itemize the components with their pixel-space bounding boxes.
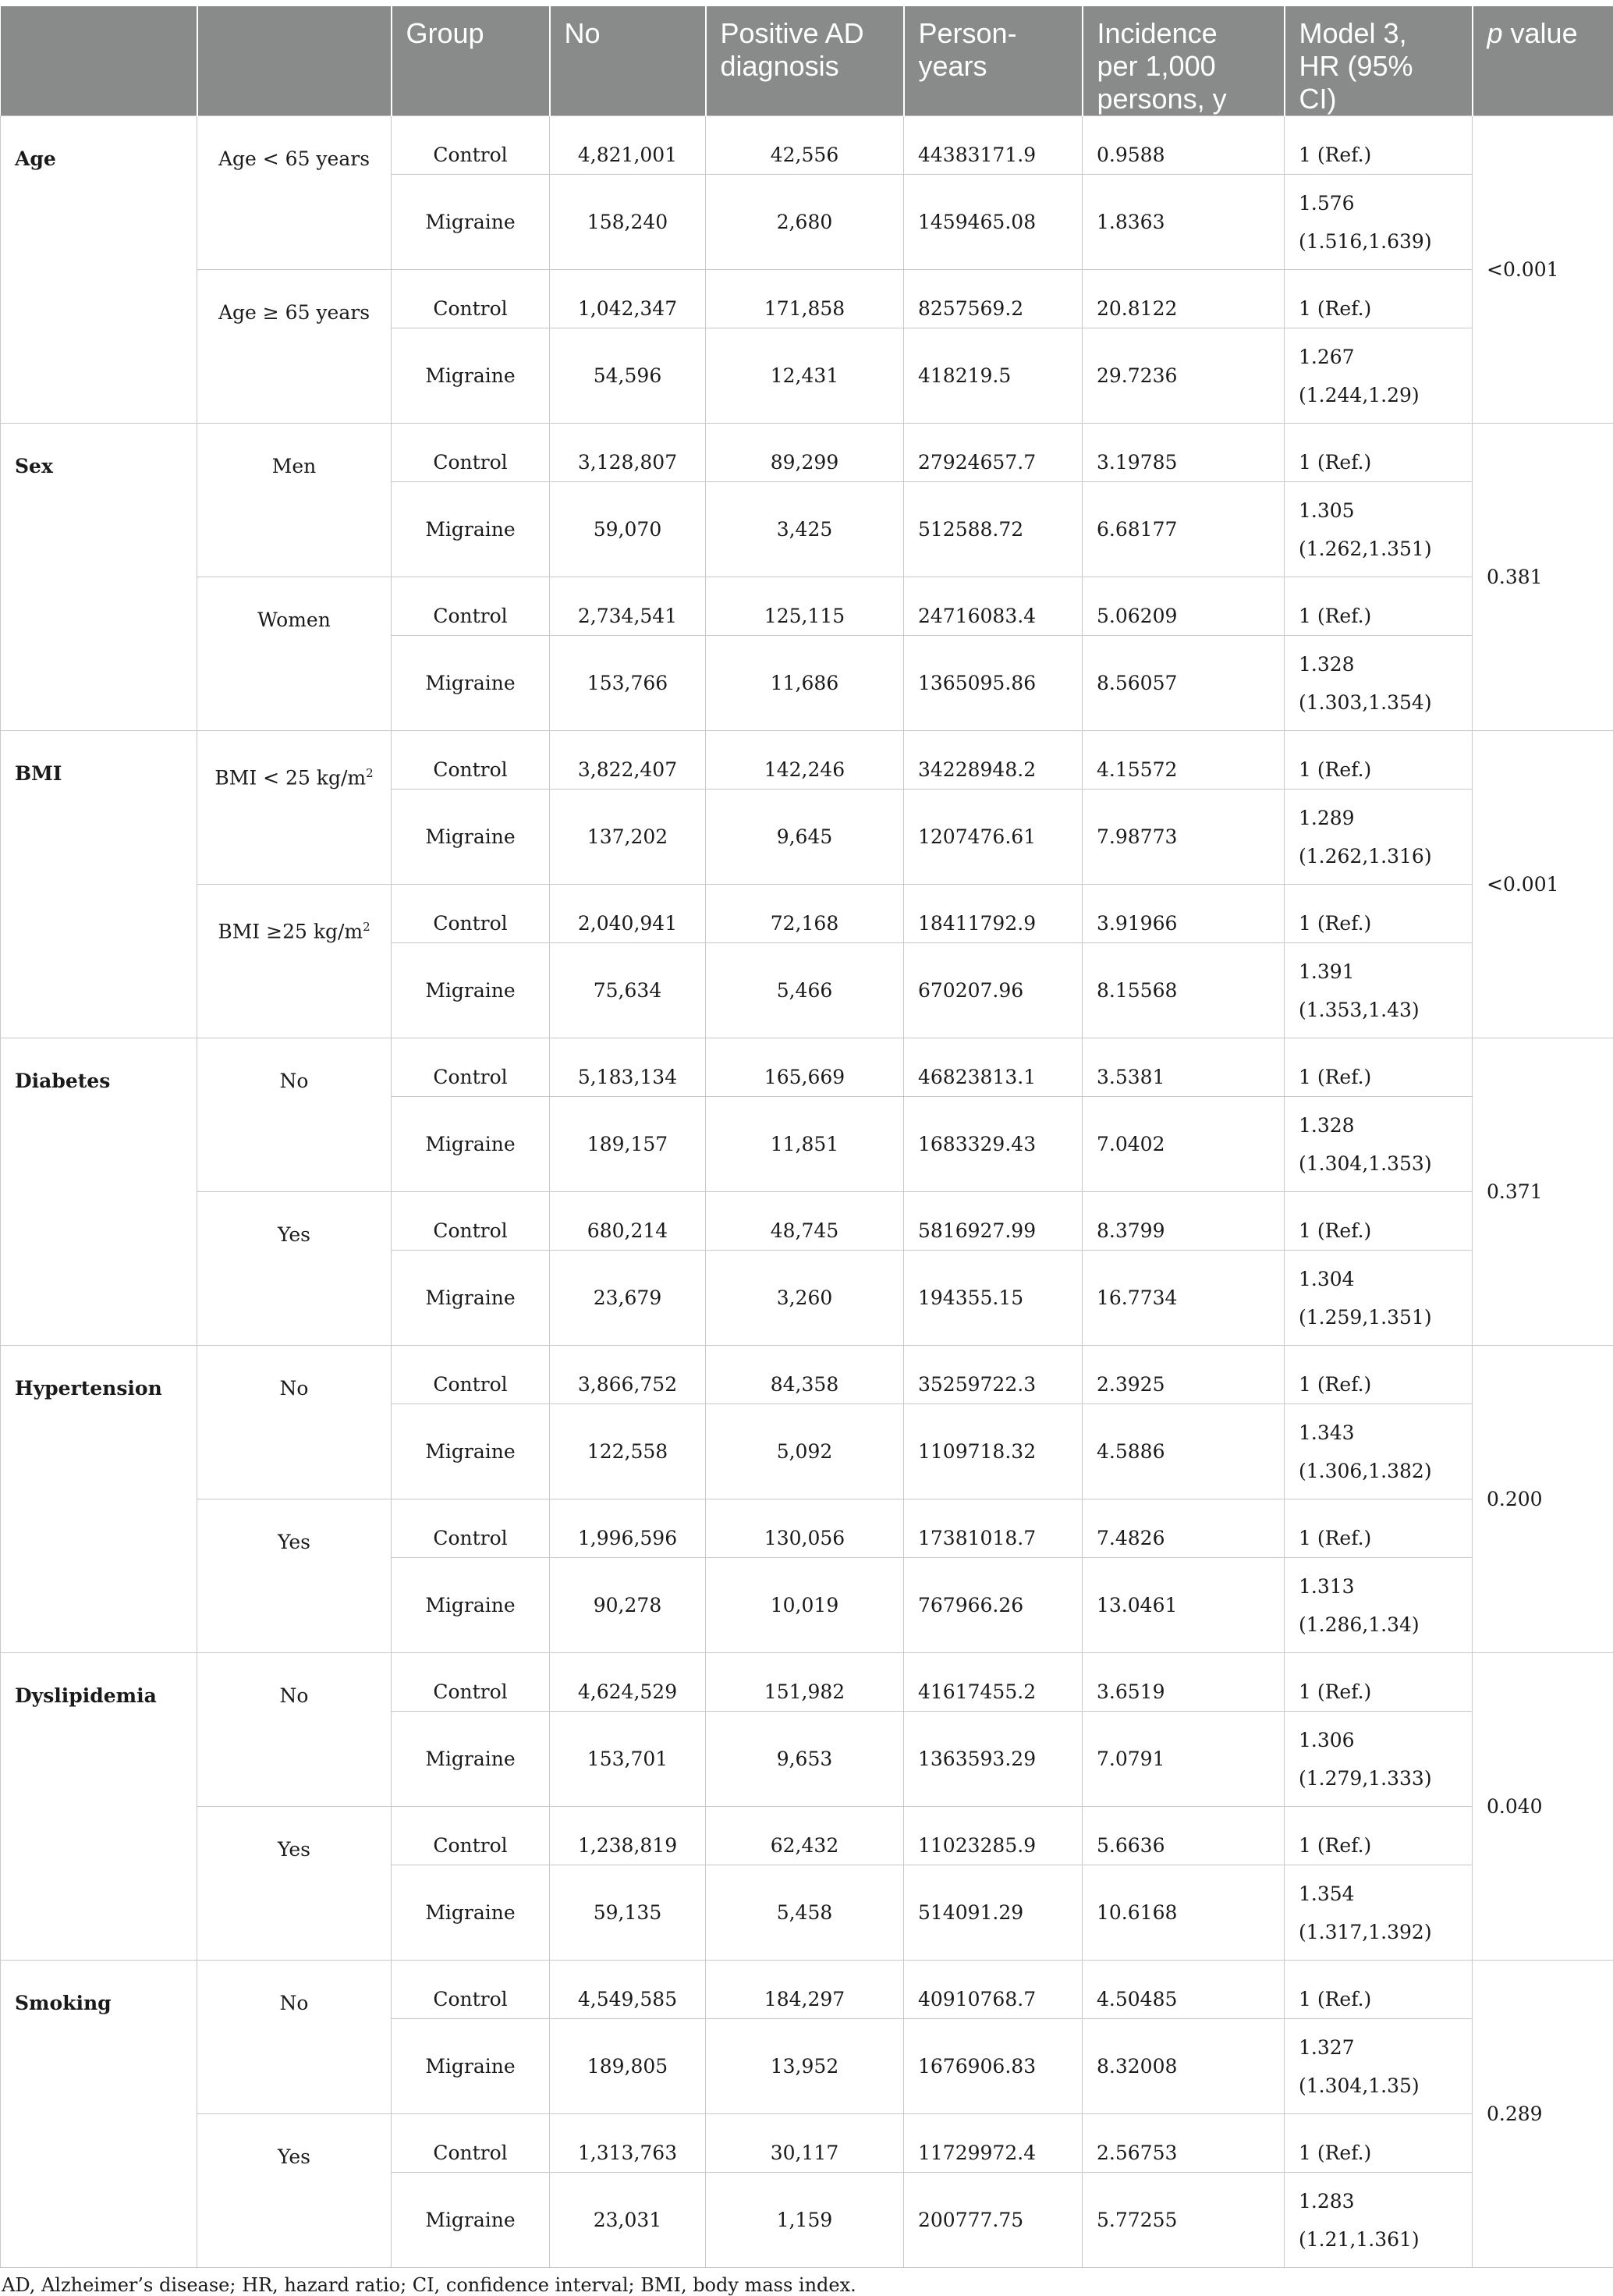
positive-ad-cell: 72,168 xyxy=(706,885,904,943)
person-years-cell: 1207476.61 xyxy=(904,790,1083,885)
confidence-interval-value: (1.244,1.29) xyxy=(1299,376,1458,414)
count-cell: 23,679 xyxy=(550,1251,706,1346)
count-cell: 54,596 xyxy=(550,328,706,424)
hazard-ratio-value: 1.306 xyxy=(1299,1721,1458,1759)
subgroup-label-superscript: 2 xyxy=(366,766,374,780)
table-header xyxy=(1,6,1613,116)
confidence-interval-value: (1.303,1.354) xyxy=(1299,683,1458,722)
table-row xyxy=(1,1192,1613,1251)
hazard-ratio-cell xyxy=(1285,1192,1473,1251)
table-row xyxy=(1,116,1613,175)
positive-ad-cell: 142,246 xyxy=(706,731,904,790)
positive-ad-cell: 84,358 xyxy=(706,1346,904,1404)
hazard-ratio-cell xyxy=(1285,1712,1473,1807)
incidence-cell: 16.7734 xyxy=(1083,1251,1285,1346)
group-cell: Control xyxy=(392,1192,550,1251)
group-cell: Control xyxy=(392,1807,550,1865)
group-cell: Migraine xyxy=(392,1558,550,1653)
incidence-cell: 7.4826 xyxy=(1083,1499,1285,1558)
header-no xyxy=(550,6,706,116)
subgroup-label xyxy=(197,2114,392,2268)
hazard-ratio-cell xyxy=(1285,1251,1473,1346)
positive-ad-cell: 42,556 xyxy=(706,116,904,175)
hazard-ratio-cell xyxy=(1285,2019,1473,2114)
hazard-ratio-value: 1.283 xyxy=(1299,2182,1458,2220)
confidence-interval-value: (1.286,1.34) xyxy=(1299,1606,1458,1644)
document xyxy=(0,6,1613,2296)
subgroup-label xyxy=(197,270,392,424)
group-cell: Migraine xyxy=(392,175,550,270)
header-incidence-line3: persons, y xyxy=(1097,83,1227,115)
group-cell: Control xyxy=(392,270,550,328)
variable-name: Sex xyxy=(1,424,197,731)
person-years-cell: 11023285.9 xyxy=(904,1807,1083,1865)
header-person-line1: Person- xyxy=(919,17,1017,49)
group-cell: Migraine xyxy=(392,1097,550,1192)
subgroup-label xyxy=(197,577,392,731)
hazard-ratio-value: 1.267 xyxy=(1299,338,1458,376)
hazard-ratio-cell xyxy=(1285,943,1473,1038)
confidence-interval-value: (1.262,1.316) xyxy=(1299,837,1458,875)
table-row xyxy=(1,2114,1613,2173)
count-cell: 122,558 xyxy=(550,1404,706,1499)
hazard-ratio-cell xyxy=(1285,270,1473,328)
subgroup-label xyxy=(197,885,392,1038)
hazard-ratio-value: 1 (Ref.) xyxy=(1299,597,1458,635)
positive-ad-cell: 9,645 xyxy=(706,790,904,885)
table-row xyxy=(1,1961,1613,2019)
positive-ad-cell: 10,019 xyxy=(706,1558,904,1653)
subgroup-label-text: BMI ≥25 kg/m xyxy=(218,920,363,942)
table-row xyxy=(1,731,1613,790)
hazard-ratio-cell xyxy=(1285,424,1473,482)
header-model-hr xyxy=(1285,6,1473,116)
hazard-ratio-cell xyxy=(1285,1807,1473,1865)
confidence-interval-value: (1.259,1.351) xyxy=(1299,1298,1458,1336)
positive-ad-cell: 151,982 xyxy=(706,1653,904,1712)
incidence-cell: 4.50485 xyxy=(1083,1961,1285,2019)
hazard-ratio-cell xyxy=(1285,790,1473,885)
subgroup-label-text: Yes xyxy=(278,1531,310,1553)
header-p-rest: value xyxy=(1503,17,1578,49)
group-cell: Migraine xyxy=(392,482,550,577)
hazard-ratio-cell xyxy=(1285,1346,1473,1404)
header-positive-ad xyxy=(706,6,904,116)
subgroup-label-text: No xyxy=(280,1992,309,2014)
hazard-ratio-value: 1.576 xyxy=(1299,184,1458,222)
group-cell: Control xyxy=(392,1499,550,1558)
hazard-ratio-value: 1.305 xyxy=(1299,491,1458,530)
count-cell: 2,734,541 xyxy=(550,577,706,636)
incidence-cell: 2.3925 xyxy=(1083,1346,1285,1404)
group-cell: Migraine xyxy=(392,1712,550,1807)
hazard-ratio-cell xyxy=(1285,1653,1473,1712)
group-cell: Control xyxy=(392,1653,550,1712)
hazard-ratio-cell xyxy=(1285,175,1473,270)
person-years-cell: 46823813.1 xyxy=(904,1038,1083,1097)
table-row xyxy=(1,1653,1613,1712)
incidence-cell: 6.68177 xyxy=(1083,482,1285,577)
incidence-cell: 4.5886 xyxy=(1083,1404,1285,1499)
hazard-ratio-value: 1.313 xyxy=(1299,1567,1458,1606)
group-cell: Migraine xyxy=(392,943,550,1038)
person-years-cell: 200777.75 xyxy=(904,2173,1083,2268)
header-incidence-line2: per 1,000 xyxy=(1097,50,1216,82)
incidence-cell: 4.15572 xyxy=(1083,731,1285,790)
table-row xyxy=(1,1038,1613,1097)
subgroup-label-text: Age < 65 years xyxy=(218,147,370,170)
group-cell: Migraine xyxy=(392,1251,550,1346)
hazard-ratio-value: 1.328 xyxy=(1299,1106,1458,1144)
hazard-ratio-value: 1 (Ref.) xyxy=(1299,904,1458,942)
subgroup-label xyxy=(197,1038,392,1192)
incidence-cell: 8.32008 xyxy=(1083,2019,1285,2114)
hazard-ratio-value: 1.391 xyxy=(1299,953,1458,991)
count-cell: 4,821,001 xyxy=(550,116,706,175)
count-cell: 2,040,941 xyxy=(550,885,706,943)
positive-ad-cell: 11,686 xyxy=(706,636,904,731)
positive-ad-cell: 5,458 xyxy=(706,1865,904,1961)
incidence-cell: 8.3799 xyxy=(1083,1192,1285,1251)
table-row xyxy=(1,1499,1613,1558)
confidence-interval-value: (1.353,1.43) xyxy=(1299,991,1458,1029)
count-cell: 90,278 xyxy=(550,1558,706,1653)
confidence-interval-value: (1.317,1.392) xyxy=(1299,1913,1458,1951)
hazard-ratio-value: 1 (Ref.) xyxy=(1299,1058,1458,1096)
subgroup-analysis-table xyxy=(0,6,1613,2268)
incidence-cell: 5.6636 xyxy=(1083,1807,1285,1865)
header-positive-line2: diagnosis xyxy=(721,50,839,82)
header-incidence xyxy=(1083,6,1285,116)
positive-ad-cell: 3,425 xyxy=(706,482,904,577)
person-years-cell: 1365095.86 xyxy=(904,636,1083,731)
table-body xyxy=(1,116,1613,2268)
subgroup-label-text: BMI < 25 kg/m xyxy=(214,766,366,789)
person-years-cell: 27924657.7 xyxy=(904,424,1083,482)
group-cell: Control xyxy=(392,1346,550,1404)
person-years-cell: 8257569.2 xyxy=(904,270,1083,328)
confidence-interval-value: (1.516,1.639) xyxy=(1299,222,1458,261)
subgroup-label-text: Men xyxy=(272,455,317,477)
hazard-ratio-value: 1.328 xyxy=(1299,645,1458,683)
p-value-cell: 0.289 xyxy=(1473,1961,1613,2268)
person-years-cell: 18411792.9 xyxy=(904,885,1083,943)
positive-ad-cell: 5,092 xyxy=(706,1404,904,1499)
table-row xyxy=(1,270,1613,328)
group-cell: Migraine xyxy=(392,2173,550,2268)
hazard-ratio-cell xyxy=(1285,577,1473,636)
count-cell: 680,214 xyxy=(550,1192,706,1251)
hazard-ratio-value: 1 (Ref.) xyxy=(1299,1519,1458,1557)
hazard-ratio-cell xyxy=(1285,2173,1473,2268)
count-cell: 153,701 xyxy=(550,1712,706,1807)
variable-name: Diabetes xyxy=(1,1038,197,1346)
positive-ad-cell: 11,851 xyxy=(706,1097,904,1192)
incidence-cell: 8.15568 xyxy=(1083,943,1285,1038)
incidence-cell: 7.0402 xyxy=(1083,1097,1285,1192)
group-cell: Control xyxy=(392,116,550,175)
subgroup-label xyxy=(197,1653,392,1807)
confidence-interval-value: (1.304,1.353) xyxy=(1299,1144,1458,1183)
person-years-cell: 40910768.7 xyxy=(904,1961,1083,2019)
group-cell: Control xyxy=(392,1038,550,1097)
positive-ad-cell: 30,117 xyxy=(706,2114,904,2173)
p-value-cell: <0.001 xyxy=(1473,731,1613,1038)
confidence-interval-value: (1.306,1.382) xyxy=(1299,1452,1458,1490)
header-model-line3: CI) xyxy=(1299,83,1337,115)
person-years-cell: 41617455.2 xyxy=(904,1653,1083,1712)
positive-ad-cell: 171,858 xyxy=(706,270,904,328)
confidence-interval-value: (1.21,1.361) xyxy=(1299,2220,1458,2259)
subgroup-label-superscript: 2 xyxy=(363,920,370,934)
header-positive-line1: Positive AD xyxy=(721,17,864,49)
hazard-ratio-value: 1.289 xyxy=(1299,799,1458,837)
subgroup-label xyxy=(197,424,392,577)
hazard-ratio-cell xyxy=(1285,1865,1473,1961)
hazard-ratio-cell xyxy=(1285,1038,1473,1097)
variable-name: Smoking xyxy=(1,1961,197,2268)
header-person-line2: years xyxy=(919,50,987,82)
hazard-ratio-cell xyxy=(1285,1558,1473,1653)
group-cell: Migraine xyxy=(392,1865,550,1961)
count-cell: 59,070 xyxy=(550,482,706,577)
subgroup-label-text: Yes xyxy=(278,2145,310,2168)
hazard-ratio-value: 1 (Ref.) xyxy=(1299,443,1458,481)
incidence-cell: 3.5381 xyxy=(1083,1038,1285,1097)
table-row xyxy=(1,424,1613,482)
hazard-ratio-cell xyxy=(1285,1499,1473,1558)
subgroup-label-text: No xyxy=(280,1070,309,1092)
hazard-ratio-value: 1.304 xyxy=(1299,1260,1458,1298)
subgroup-label-text: No xyxy=(280,1377,309,1400)
positive-ad-cell: 9,653 xyxy=(706,1712,904,1807)
p-value-cell: 0.200 xyxy=(1473,1346,1613,1653)
hazard-ratio-value: 1 (Ref.) xyxy=(1299,2134,1458,2172)
subgroup-label xyxy=(197,1961,392,2114)
person-years-cell: 767966.26 xyxy=(904,1558,1083,1653)
incidence-cell: 3.19785 xyxy=(1083,424,1285,482)
header-model-line1: Model 3, xyxy=(1299,17,1407,49)
incidence-cell: 1.8363 xyxy=(1083,175,1285,270)
group-cell: Control xyxy=(392,731,550,790)
count-cell: 5,183,134 xyxy=(550,1038,706,1097)
positive-ad-cell: 130,056 xyxy=(706,1499,904,1558)
positive-ad-cell: 2,680 xyxy=(706,175,904,270)
count-cell: 137,202 xyxy=(550,790,706,885)
incidence-cell: 2.56753 xyxy=(1083,2114,1285,2173)
count-cell: 1,042,347 xyxy=(550,270,706,328)
group-cell: Control xyxy=(392,1961,550,2019)
person-years-cell: 1109718.32 xyxy=(904,1404,1083,1499)
subgroup-label xyxy=(197,1499,392,1653)
positive-ad-cell: 89,299 xyxy=(706,424,904,482)
hazard-ratio-cell xyxy=(1285,1097,1473,1192)
header-group-text: Group xyxy=(406,17,484,49)
count-cell: 23,031 xyxy=(550,2173,706,2268)
variable-name: Hypertension xyxy=(1,1346,197,1653)
count-cell: 153,766 xyxy=(550,636,706,731)
hazard-ratio-value: 1 (Ref.) xyxy=(1299,1673,1458,1711)
person-years-cell: 194355.15 xyxy=(904,1251,1083,1346)
subgroup-label xyxy=(197,1192,392,1346)
incidence-cell: 7.98773 xyxy=(1083,790,1285,885)
person-years-cell: 1459465.08 xyxy=(904,175,1083,270)
hazard-ratio-value: 1.327 xyxy=(1299,2028,1458,2067)
variable-name: Age xyxy=(1,116,197,424)
group-cell: Migraine xyxy=(392,790,550,885)
count-cell: 1,996,596 xyxy=(550,1499,706,1558)
person-years-cell: 17381018.7 xyxy=(904,1499,1083,1558)
subgroup-label xyxy=(197,1807,392,1961)
header-no-text: No xyxy=(565,17,601,49)
table-row xyxy=(1,577,1613,636)
hazard-ratio-cell xyxy=(1285,731,1473,790)
incidence-cell: 13.0461 xyxy=(1083,1558,1285,1653)
header-blank-subgroup xyxy=(197,6,392,116)
header-blank-variable xyxy=(1,6,197,116)
subgroup-label-text: Women xyxy=(257,609,331,631)
positive-ad-cell: 48,745 xyxy=(706,1192,904,1251)
subgroup-label-text: Yes xyxy=(278,1838,310,1861)
header-p-italic: p xyxy=(1487,17,1503,49)
positive-ad-cell: 5,466 xyxy=(706,943,904,1038)
hazard-ratio-cell xyxy=(1285,2114,1473,2173)
incidence-cell: 10.6168 xyxy=(1083,1865,1285,1961)
positive-ad-cell: 165,669 xyxy=(706,1038,904,1097)
header-p-value xyxy=(1473,6,1613,116)
count-cell: 3,822,407 xyxy=(550,731,706,790)
count-cell: 158,240 xyxy=(550,175,706,270)
hazard-ratio-value: 1 (Ref.) xyxy=(1299,1365,1458,1404)
header-model-line2: HR (95% xyxy=(1299,50,1413,82)
subgroup-label-text: Yes xyxy=(278,1223,310,1246)
hazard-ratio-value: 1.354 xyxy=(1299,1875,1458,1913)
p-value-cell: 0.040 xyxy=(1473,1653,1613,1961)
hazard-ratio-cell xyxy=(1285,885,1473,943)
confidence-interval-value: (1.304,1.35) xyxy=(1299,2067,1458,2105)
group-cell: Control xyxy=(392,577,550,636)
p-value-cell: 0.371 xyxy=(1473,1038,1613,1346)
variable-name: Dyslipidemia xyxy=(1,1653,197,1961)
subgroup-label-text: No xyxy=(280,1684,309,1707)
positive-ad-cell: 125,115 xyxy=(706,577,904,636)
hazard-ratio-cell xyxy=(1285,482,1473,577)
count-cell: 1,238,819 xyxy=(550,1807,706,1865)
incidence-cell: 0.9588 xyxy=(1083,116,1285,175)
person-years-cell: 512588.72 xyxy=(904,482,1083,577)
hazard-ratio-value: 1 (Ref.) xyxy=(1299,289,1458,328)
group-cell: Migraine xyxy=(392,328,550,424)
positive-ad-cell: 1,159 xyxy=(706,2173,904,2268)
hazard-ratio-cell xyxy=(1285,116,1473,175)
subgroup-label-text: Age ≥ 65 years xyxy=(218,301,370,324)
hazard-ratio-value: 1 (Ref.) xyxy=(1299,136,1458,174)
group-cell: Migraine xyxy=(392,1404,550,1499)
positive-ad-cell: 3,260 xyxy=(706,1251,904,1346)
group-cell: Migraine xyxy=(392,636,550,731)
incidence-cell: 8.56057 xyxy=(1083,636,1285,731)
person-years-cell: 34228948.2 xyxy=(904,731,1083,790)
group-cell: Control xyxy=(392,885,550,943)
count-cell: 189,805 xyxy=(550,2019,706,2114)
header-group xyxy=(392,6,550,116)
incidence-cell: 7.0791 xyxy=(1083,1712,1285,1807)
incidence-cell: 3.6519 xyxy=(1083,1653,1285,1712)
table-row xyxy=(1,1807,1613,1865)
count-cell: 189,157 xyxy=(550,1097,706,1192)
person-years-cell: 1363593.29 xyxy=(904,1712,1083,1807)
subgroup-label xyxy=(197,1346,392,1499)
p-value-cell: <0.001 xyxy=(1473,116,1613,424)
count-cell: 1,313,763 xyxy=(550,2114,706,2173)
count-cell: 75,634 xyxy=(550,943,706,1038)
table-row xyxy=(1,1346,1613,1404)
header-incidence-line1: Incidence xyxy=(1097,17,1218,49)
hazard-ratio-cell xyxy=(1285,636,1473,731)
hazard-ratio-value: 1 (Ref.) xyxy=(1299,1980,1458,2018)
confidence-interval-value: (1.279,1.333) xyxy=(1299,1759,1458,1797)
count-cell: 4,549,585 xyxy=(550,1961,706,2019)
group-cell: Migraine xyxy=(392,2019,550,2114)
hazard-ratio-cell xyxy=(1285,1961,1473,2019)
confidence-interval-value: (1.262,1.351) xyxy=(1299,530,1458,568)
incidence-cell: 29.7236 xyxy=(1083,328,1285,424)
subgroup-label xyxy=(197,116,392,270)
hazard-ratio-value: 1 (Ref.) xyxy=(1299,1826,1458,1865)
person-years-cell: 5816927.99 xyxy=(904,1192,1083,1251)
count-cell: 4,624,529 xyxy=(550,1653,706,1712)
group-cell: Control xyxy=(392,424,550,482)
table-row xyxy=(1,885,1613,943)
positive-ad-cell: 62,432 xyxy=(706,1807,904,1865)
table-footnote: AD, Alzheimer’s disease; HR, hazard ratio; CI, confidence interval; BMI, body mass index. xyxy=(0,2268,1613,2296)
incidence-cell: 3.91966 xyxy=(1083,885,1285,943)
group-cell: Control xyxy=(392,2114,550,2173)
incidence-cell: 20.8122 xyxy=(1083,270,1285,328)
person-years-cell: 35259722.3 xyxy=(904,1346,1083,1404)
person-years-cell: 11729972.4 xyxy=(904,2114,1083,2173)
subgroup-label xyxy=(197,731,392,885)
variable-name: BMI xyxy=(1,731,197,1038)
hazard-ratio-value: 1 (Ref.) xyxy=(1299,1212,1458,1250)
person-years-cell: 44383171.9 xyxy=(904,116,1083,175)
p-value-cell: 0.381 xyxy=(1473,424,1613,731)
person-years-cell: 1683329.43 xyxy=(904,1097,1083,1192)
hazard-ratio-cell xyxy=(1285,328,1473,424)
incidence-cell: 5.06209 xyxy=(1083,577,1285,636)
person-years-cell: 670207.96 xyxy=(904,943,1083,1038)
person-years-cell: 514091.29 xyxy=(904,1865,1083,1961)
count-cell: 3,866,752 xyxy=(550,1346,706,1404)
count-cell: 59,135 xyxy=(550,1865,706,1961)
positive-ad-cell: 184,297 xyxy=(706,1961,904,2019)
person-years-cell: 1676906.83 xyxy=(904,2019,1083,2114)
header-person-years xyxy=(904,6,1083,116)
positive-ad-cell: 13,952 xyxy=(706,2019,904,2114)
person-years-cell: 24716083.4 xyxy=(904,577,1083,636)
hazard-ratio-value: 1 (Ref.) xyxy=(1299,751,1458,789)
incidence-cell: 5.77255 xyxy=(1083,2173,1285,2268)
positive-ad-cell: 12,431 xyxy=(706,328,904,424)
count-cell: 3,128,807 xyxy=(550,424,706,482)
person-years-cell: 418219.5 xyxy=(904,328,1083,424)
hazard-ratio-value: 1.343 xyxy=(1299,1414,1458,1452)
hazard-ratio-cell xyxy=(1285,1404,1473,1499)
